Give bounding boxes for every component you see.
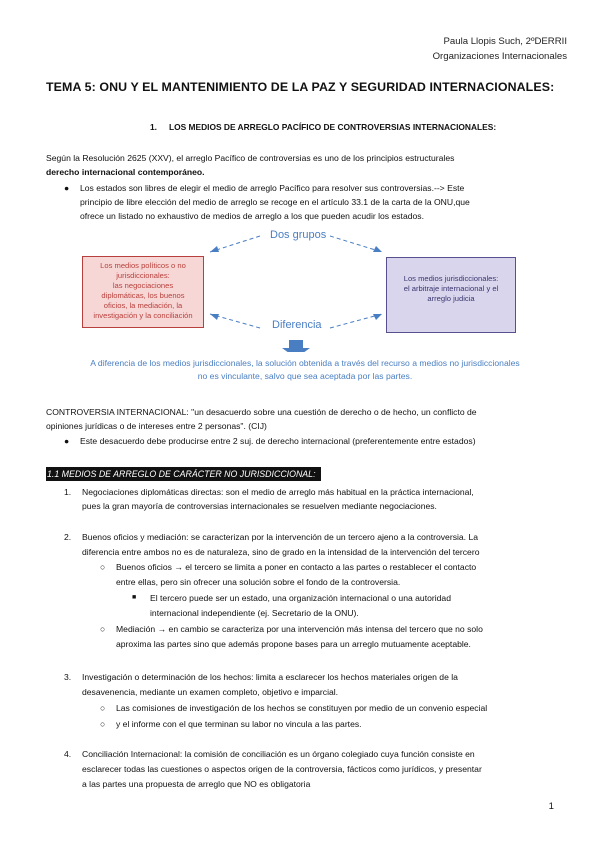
controversia-line-1: CONTROVERSIA INTERNACIONAL: "un desacuerdo sobre una cuestión de derecho o de hecho, un conflicto de [46, 407, 477, 417]
item4-line-2: esclarecer todas las cuestiones o aspectos origen de la controversia, fácticos como jurídicos, y presentar [82, 764, 482, 774]
item2-sub1-line-1: Buenos oficios → el tercero se limita a poner en contacto a las partes o restablecer el contacto [116, 562, 477, 572]
intro-bullet-line-1: Los estados son libres de elegir el medio de arreglo Pacífico para resolver sus controversias.--> Este [80, 183, 465, 193]
box-left-line: oficios, la mediación, la [103, 301, 183, 310]
page-title: TEMA 5: ONU Y EL MANTENIMIENTO DE LA PAZ Y SEGURIDAD INTERNACIONALES: [46, 80, 555, 94]
item3-sub2: y el informe con el que terminan su labor no vincula a las partes. [116, 719, 362, 729]
item1-line-1: Negociaciones diplomáticas directas: son el medio de arreglo más habitual en la práctica internacional, [82, 487, 474, 497]
subtitle-text: LOS MEDIOS DE ARREGLO PACÍFICO DE CONTROVERSIAS INTERNACIONALES: [169, 122, 497, 132]
diagram-caption [60, 357, 550, 383]
bullet-dot: ● [64, 436, 70, 446]
sub-bullet-circle: ○ [100, 562, 106, 572]
item3-line-1: Investigación o determinación de los hechos: limita a esclarecer los hechos materiales origen de la [82, 672, 458, 682]
diagram-middle-label: Diferencia [272, 319, 322, 331]
caption-line-2: no es vinculante, salvo que sea aceptada por las partes. [197, 371, 413, 381]
course-line: Organizaciones Internacionales [432, 51, 567, 62]
item2-line-2: diferencia entre ambos no es de naturaleza, sino de grado en la intensidad de la intervención del tercero [82, 547, 480, 557]
box-left-line: jurisdiccionales: [116, 271, 170, 280]
item1-line-2: pues la gran mayoría de controversias internacionales se resuelven mediante negociaciones. [82, 501, 437, 511]
diagram-top-label: Dos grupos [270, 229, 327, 241]
box-left-line: diplomáticas, los buenos [101, 291, 185, 300]
down-arrow-icon [282, 340, 310, 352]
box-left-line: las negociaciones [112, 281, 174, 290]
box-political-means [82, 256, 204, 328]
caption-line-1: A diferencia de los medios jurisdiccionales, la solución obtenida a través del recurso a medios no jurisdiccionales [90, 358, 520, 368]
box-right-line: el arbitraje internacional y el [403, 284, 499, 293]
item3-sub1: Las comisiones de investigación de los hechos se constituyen por medio de un convenio especial [116, 703, 488, 713]
box-jurisdictional-means [386, 257, 516, 333]
sub-sub-bullet-square: ■ [132, 594, 137, 601]
intro-line-1: Según la Resolución 2625 (XXV), el arreglo Pacífico de controversias es uno de los principios estructurales [46, 153, 455, 163]
item2-sub2-line-2: aproxima las partes sino que además propone bases para un arreglo mutuamente aceptable. [116, 639, 471, 649]
sub-bullet-circle: ○ [100, 703, 106, 713]
controversia-bullet: Este desacuerdo debe producirse entre 2 suj. de derecho internacional (preferentemente entre estados) [80, 436, 476, 446]
section-heading: 1.1 MEDIOS DE ARREGLO DE CARÁCTER NO JURISDICCIONAL: [46, 467, 321, 481]
author-line: Paula Llopis Such, 2ºDERRII [443, 36, 567, 47]
page-number: 1 [548, 801, 554, 812]
section-subtitle [150, 120, 496, 134]
bullet-dot: ● [64, 183, 70, 193]
box-left-line: Los medios políticos o no [100, 261, 186, 270]
item2-sub1a-line-1: El tercero puede ser un estado, una organización internacional o una autoridad [150, 593, 451, 603]
intro-bullet-line-2: principio de libre elección del medio de arreglo se recoge en el artículo 33.1 de la carta de la ONU,que [80, 197, 470, 207]
box-right-line: arreglo judicia [427, 294, 475, 303]
item4-line-3: a las partes una propuesta de arreglo que NO es obligatoria [82, 779, 311, 789]
box-left-line: investigación y la conciliación [93, 311, 193, 320]
item3-line-2: desavenencia, mediante un examen completo, objetivo e imparcial. [82, 687, 339, 697]
item4-line-1: Conciliación Internacional: la comisión de conciliación es un órgano colegiado cuya función consiste en [82, 749, 475, 759]
item2-sub2-line-1: Mediación → en cambio se caracteriza por una intervención más intensa del tercero que no solo [116, 624, 483, 634]
item2-line-1: Buenos oficios y mediación: se caracterizan por la intervención de un tercero ajeno a la controversia. La [82, 532, 479, 542]
item-number: 1. [64, 487, 72, 497]
sub-bullet-circle: ○ [100, 624, 106, 634]
intro-line-2: derecho internacional contemporáneo. [46, 167, 205, 177]
item-number: 2. [64, 532, 72, 542]
item-number: 3. [64, 672, 72, 682]
intro-bullet-line-3: ofrece un listado no exhaustivo de medios de arreglo a los que pueden acudir los estados. [80, 211, 424, 221]
item2-sub1-line-2: entre ellas, pero sin ofrecer una solución sobre el fondo de la controversia. [116, 577, 401, 587]
item-number: 4. [64, 749, 72, 759]
controversia-line-2: opiniones jurídicas o de intereses entre 2 personas". (CIJ) [46, 421, 267, 431]
item2-sub1a-line-2: internacional independiente (ej. Secretario de la ONU). [150, 608, 359, 618]
sub-bullet-circle: ○ [100, 719, 106, 729]
box-right-line: Los medios jurisdiccionales: [403, 274, 499, 283]
subtitle-number: 1. [150, 122, 157, 132]
